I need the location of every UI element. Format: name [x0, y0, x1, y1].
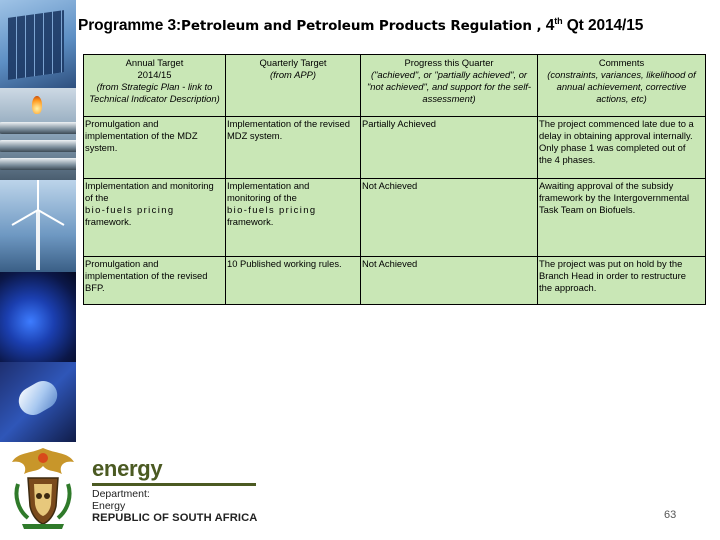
header-comments: Comments (constraints, variances, likelihood of annual achievement, corrective actions, etc): [538, 55, 706, 117]
cell-annual-target: Promulgation and implementation of the MDZ system.: [84, 117, 226, 179]
performance-table: [83, 54, 706, 305]
cell-progress: Not Achieved: [361, 179, 538, 257]
left-image-strip: [0, 0, 76, 442]
energy-brand: energy: [92, 456, 163, 481]
header-quarterly-target: Quarterly Target (from APP): [226, 55, 361, 117]
cell-comments: Awaiting approval of the subsidy framework by the Intergovernmental Task Team on Biofuels.: [538, 179, 706, 257]
page-number: 63: [664, 509, 677, 521]
cell-annual-target: Implementation and monitoring of the bio-fuels pricing framework.: [84, 179, 226, 257]
coat-of-arms-icon: [8, 444, 78, 530]
cell-annual-target: Promulgation and implementation of the revised BFP.: [84, 257, 226, 305]
page-title: Programme 3:Petroleum and Petroleum Products Regulation , 4th Qt 2014/15: [78, 16, 644, 35]
brand-divider: [92, 483, 256, 486]
cell-quarterly-target: Implementation and monitoring of the bio-fuels pricing framework.: [226, 179, 361, 257]
cell-progress: Not Achieved: [361, 257, 538, 305]
header-annual-target: Annual Target 2014/15 (from Strategic Plan - link to Technical Indicator Description): [84, 55, 226, 117]
gas-flame-image: [0, 272, 76, 362]
country-name: REPUBLIC OF SOUTH AFRICA: [92, 512, 258, 524]
table-row: [84, 257, 706, 305]
department-name: Department: Energy: [92, 488, 150, 512]
cell-comments: The project commenced late due to a delay in obtaining approval internally. Only phase 1 was completed out of the 4 phases.: [538, 117, 706, 179]
header-progress: Progress this Quarter ("achieved", or "partially achieved", or "not achieved", and support for the self- assessment): [361, 55, 538, 117]
table-header-row: [84, 55, 706, 117]
energy-bulb-image: [0, 362, 76, 442]
cell-quarterly-target: Implementation of the revised MDZ system.: [226, 117, 361, 179]
table-row: [84, 117, 706, 179]
cell-quarterly-target: 10 Published working rules.: [226, 257, 361, 305]
wind-turbine-image: [0, 180, 76, 272]
table-row: [84, 179, 706, 257]
solar-panel-image: [0, 0, 76, 88]
pipeline-image: [0, 88, 76, 180]
cell-comments: The project was put on hold by the Branch Head in order to restructure the approach.: [538, 257, 706, 305]
footer: [0, 442, 720, 540]
cell-progress: Partially Achieved: [361, 117, 538, 179]
